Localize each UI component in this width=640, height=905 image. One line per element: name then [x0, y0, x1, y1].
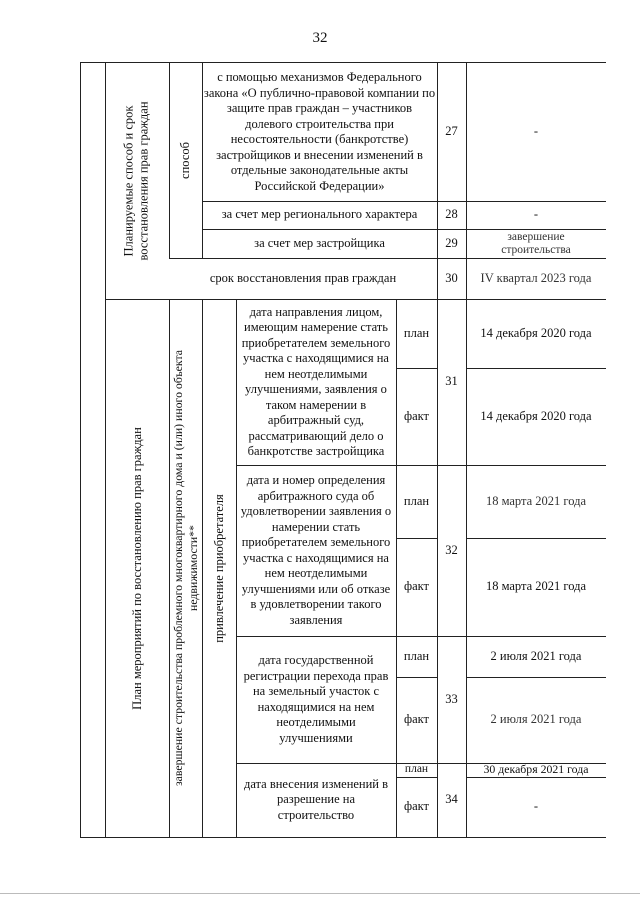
completion-line1: завершение строительства проблемного многоквартирного дома и (или) иного объекта	[170, 350, 185, 786]
completion-header	[169, 299, 202, 837]
acquirer-label: привлечение приобретателя	[211, 493, 226, 643]
item-34-label: дата внесения изменений в разрешение на строительство	[243, 776, 389, 822]
item-33-plan-label: план	[403, 648, 430, 663]
item-31-fact-label: факт	[403, 408, 430, 423]
row-30-value: IV квартал 2023 года	[480, 270, 592, 285]
row-28-value: -	[533, 207, 539, 222]
item-33-fact-label: факт	[403, 712, 430, 727]
row-29-label: за счет мер застройщика	[254, 235, 385, 250]
item-33-fact-value: 2 июля 2021 года	[490, 712, 582, 727]
row-29-num: 29	[445, 235, 458, 250]
method-label: способ	[178, 142, 192, 179]
row-29-value: завершение строительства	[501, 230, 571, 256]
item-32-fact-label: факт	[403, 579, 430, 594]
page-number: 32	[312, 30, 328, 46]
item-34-plan-label: план	[404, 763, 429, 776]
item-33-num: 33	[445, 691, 458, 706]
item-32-num: 32	[445, 542, 458, 557]
item-31-plan-value: 14 декабря 2020 года	[480, 325, 592, 340]
item-33-label: дата государственной регистрации перехода прав на земельный участок с находящимися на нем неотделимыми улучшениями	[243, 653, 389, 745]
scan-edge-line	[0, 893, 640, 894]
item-31-label: дата направления лицом, имеющим намерение стать приобретателем земельного участка с находящимися на нем неотделимыми улучшениями, заявления о таком намерении в арбитражный суд, рассматривающий дело о банкротстве застройщика	[241, 304, 391, 458]
row-27-value: -	[533, 124, 539, 139]
table-frame	[80, 62, 606, 838]
restoration-title-line2: восстановления прав граждан	[137, 101, 151, 261]
item-31-fact-value: 14 декабря 2020 года	[480, 408, 592, 423]
row-27-num: 27	[445, 124, 458, 139]
restoration-header	[105, 63, 169, 299]
method-header	[169, 63, 202, 258]
restoration-title-line1: Планируемые способ и срок	[122, 105, 136, 257]
item-32-label: дата и номер определения арбитражного суда об удовлетворении заявления о намерении стать приобретателем земельного участка с находящимися на нем неотделимыми улучшениями или об отказе в удовлетворении такого заявления	[240, 473, 392, 627]
row-28-num: 28	[445, 207, 458, 222]
item-31-plan-label: план	[403, 325, 430, 340]
item-33-plan-value: 2 июля 2021 года	[490, 648, 582, 663]
acquirer-header	[202, 299, 236, 837]
item-31-num: 31	[445, 374, 458, 389]
plan-header	[105, 299, 169, 837]
row-27-label: с помощью механизмов Федерального закона «О публично-правовой компании по защите прав граждан – участников долевого строительства при несостоятельности (банкротстве) застройщиков и внесении изменений в отдельные законодательные акты Российской Федерации»	[203, 70, 436, 193]
completion-line2: недвижимости**	[185, 525, 200, 611]
row-28-label: за счет мер регионального характера	[221, 207, 418, 222]
item-34-num: 34	[445, 792, 458, 807]
item-32-plan-label: план	[403, 493, 430, 508]
item-34-fact-label: факт	[403, 799, 430, 814]
item-32-fact-value: 18 марта 2021 года	[485, 579, 587, 594]
item-34-fact-value: -	[533, 799, 539, 814]
item-32-plan-value: 18 марта 2021 года	[485, 493, 587, 508]
plan-title: План мероприятий по восстановлению прав граждан	[129, 426, 144, 710]
row-30-label: срок восстановления прав граждан	[209, 270, 397, 285]
row-30-num: 30	[445, 270, 458, 285]
item-34-plan-value: 30 декабря 2021 года	[483, 762, 589, 777]
